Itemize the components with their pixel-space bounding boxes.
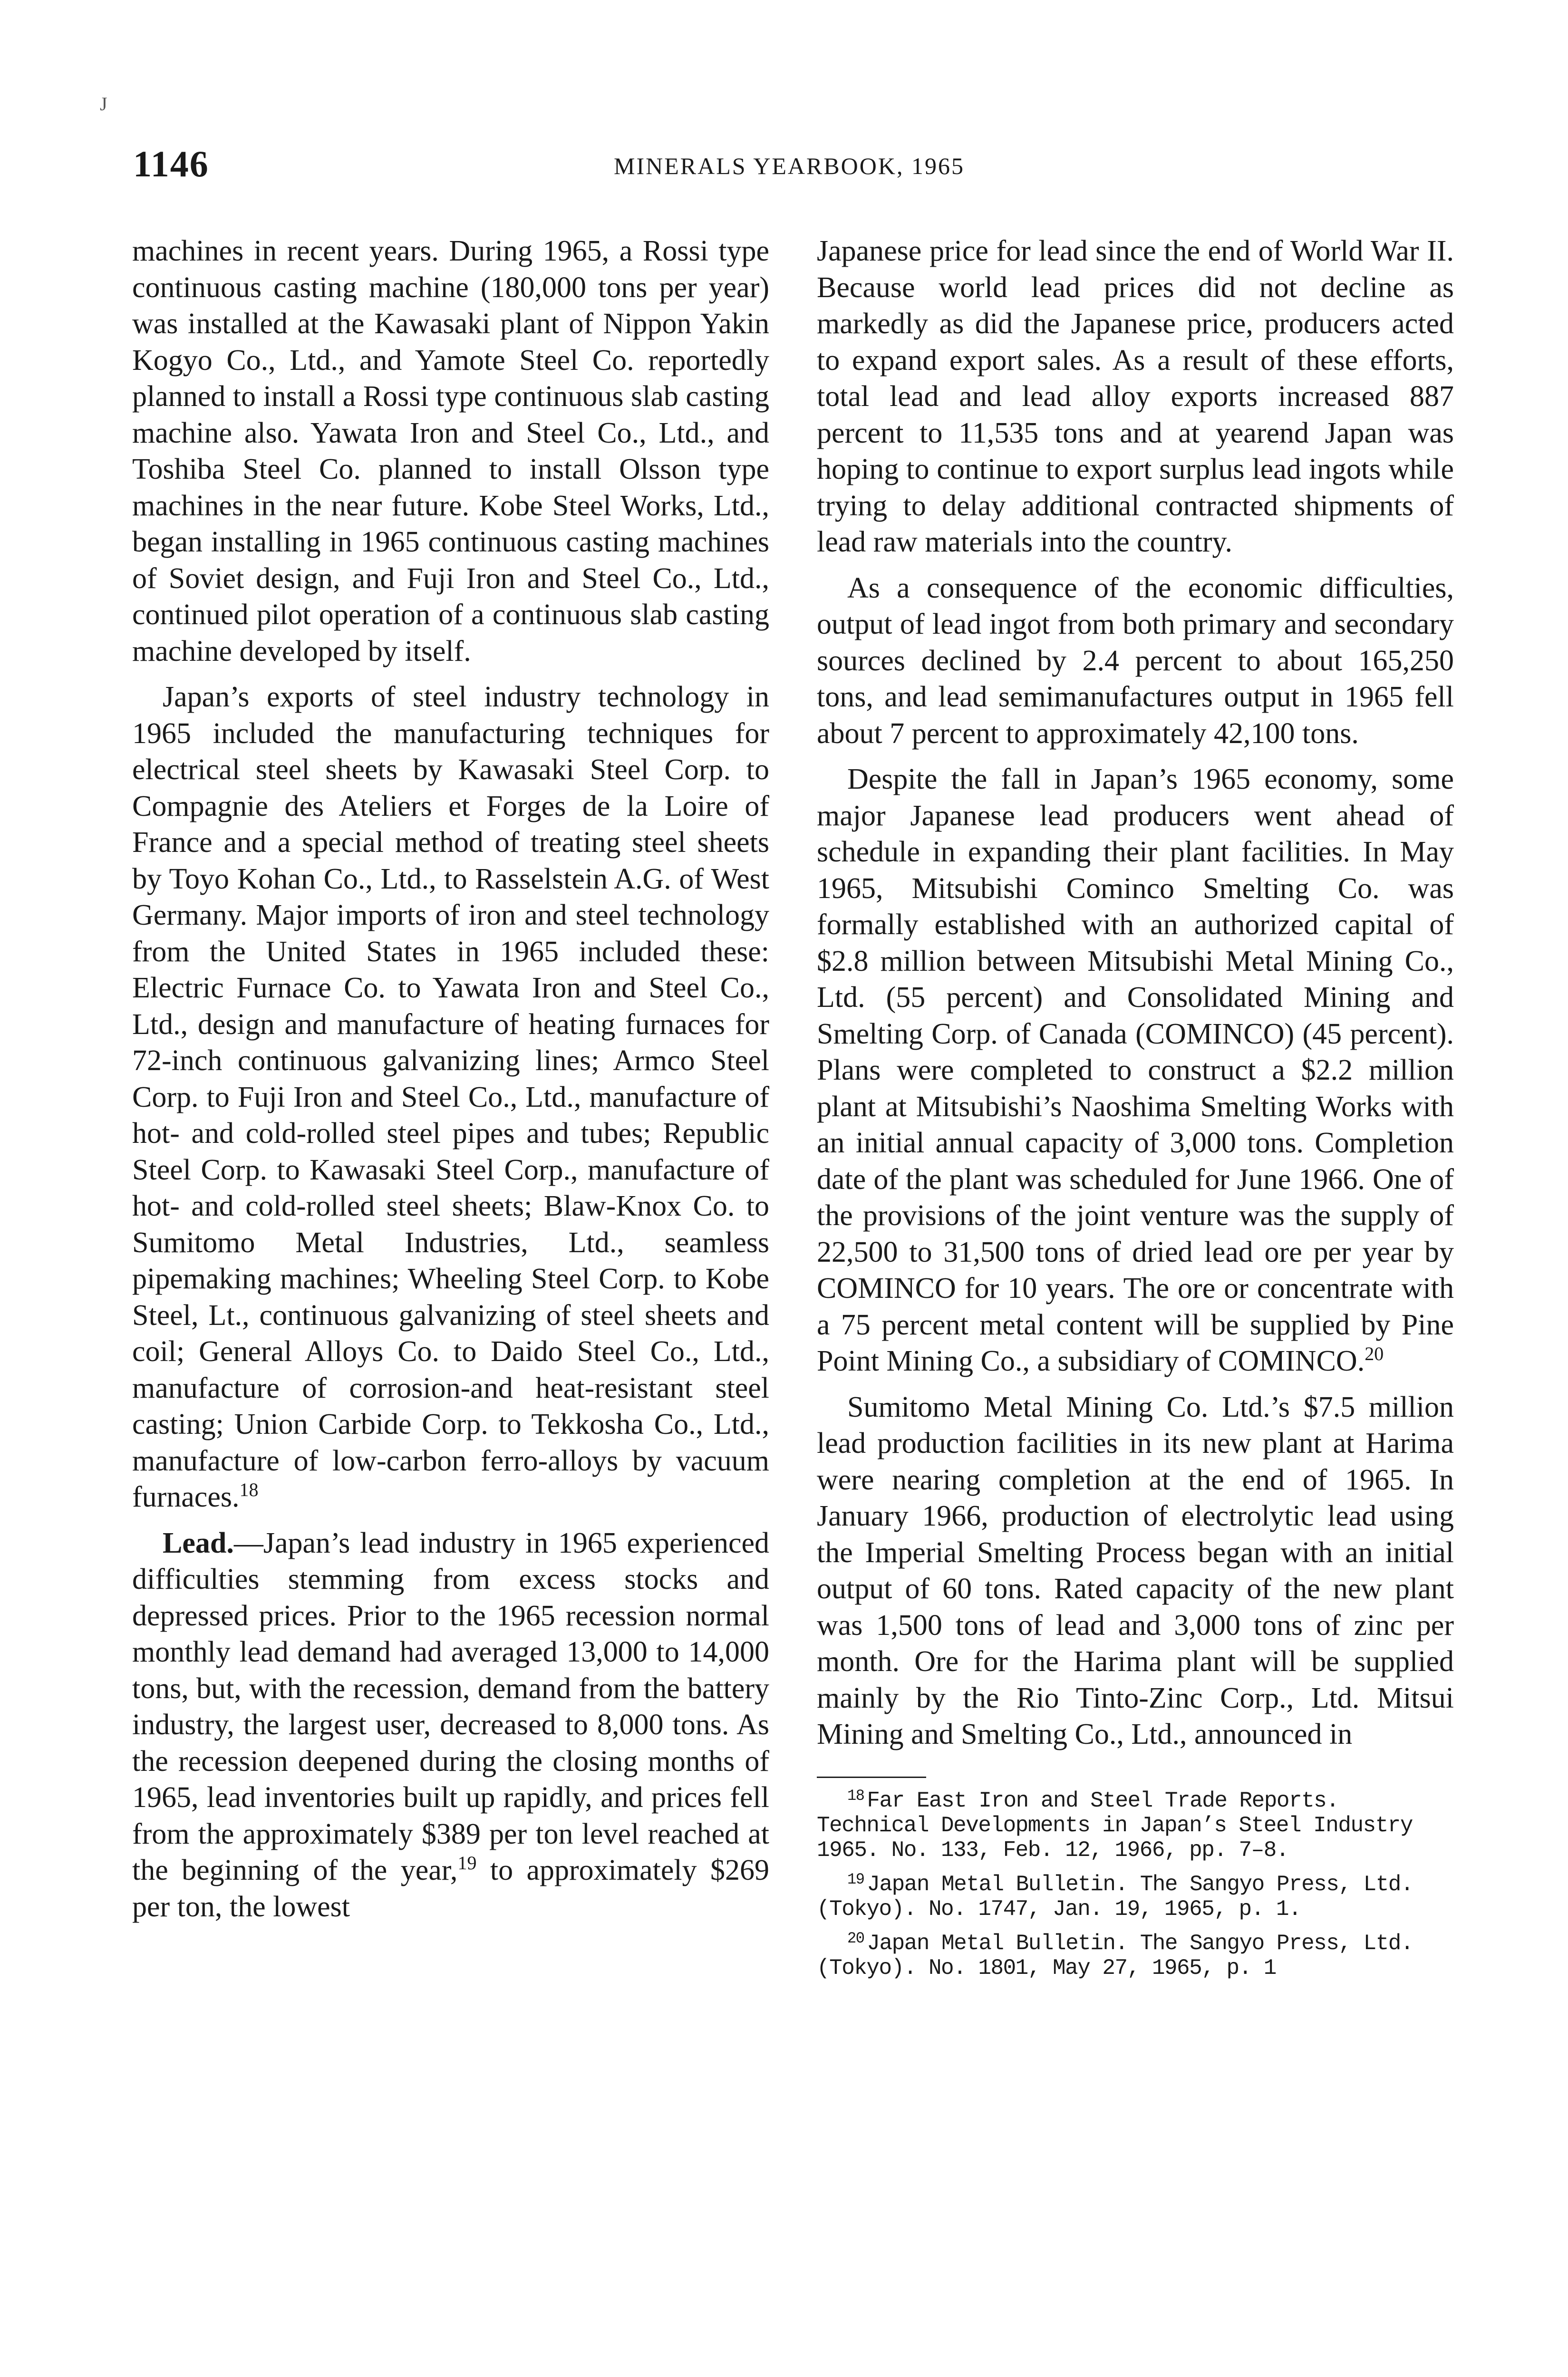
right-column [817,233,1454,1990]
left-column [132,233,769,1934]
footnote-number: 18 [847,1787,864,1805]
paragraph-text: —Japan’s lead industry in 1965 experienced difficulties stemming from excess stocks and depressed prices. Prior to the 1965 recession normal monthly lead demand had averaged 13,000 to 14,000 tons, but, with the recession, demand from the battery industry, the largest user, decreased to 8,000 tons. As the recession deepened during the closing months of 1965, lead inventories built up rapidly, and prices fell from the approximately $389 per ton level reached at the beginning of the year, [132,1527,769,1886]
paragraph-lead-price: Japanese price for lead since the end of World War II. Because world lead prices did not decline as markedly as did the Japanese price, producers acted to expand export sales. As a result of these efforts, total lead and lead alloy exports increased 887 percent to 11,535 tons and at yearend Japan was hoping to continue to export surplus lead ingots while trying to delay additional contracted shipments of lead raw materials into the country. [817,235,1454,558]
footnote-ref-18[interactable]: 18 [239,1479,259,1500]
paragraph-lead [132,1525,769,1925]
running-head: MINERALS YEARBOOK, 1965 [614,153,965,179]
stray-mark: J [100,93,107,115]
page-number: 1146 [133,143,209,184]
paragraph-lead-output: As a consequence of the economic difficulties, output of lead ingot from both primary and secondary sources declined by 2.4 percent to about 165,250 tons, and lead semimanufactures output in 1965 fell about 7 percent to approximately 42,100 tons. [817,571,1454,750]
footnote-ref-19[interactable]: 19 [457,1852,477,1874]
paragraph-sumitomo: Sumitomo Metal Mining Co. Ltd.’s $7.5 million lead production facilities in its new plant at Harima were nearing completion at the end of 1965. In January 1966, production of electrolytic lead using the Imperial Smelting Process began with an initial output of 60 tons. Rated capacity of the new plant was 1,500 tons of lead and 3,000 tons of zinc per month. Ore for the Harima plant will be supplied mainly by the Rio Tinto-Zinc Corp., Ltd. Mitsui Mining and Smelting Co., Ltd., announced in [817,1391,1454,1750]
paragraph-mitsubishi-cominco [817,761,1454,1380]
footnote-text: Japan Metal Bulletin. The Sangyo Press, Ltd. (Tokyo). No. 1747, Jan. 19, 1965, p. 1. [817,1872,1413,1922]
paragraph-text-tail: to approximately $269 per ton, the lowest [132,1854,769,1923]
paragraph-casting-machines: machines in recent years. During 1965, a Rossi type continuous casting machine (180,000 tons per year) was installed at the Kawasaki plant of Nippon Yakin Kogyo Co., Ltd., and Yamote Steel Co. reportedly planned to install a Rossi type continuous slab casting machine also. Yawata Iron and Steel Co., Ltd., and Toshiba Steel Co. planned to install Olsson type machines in the near future. Kobe Steel Works, Ltd., began installing in 1965 continuous casting machines of Soviet design, and Fuji Iron and Steel Co., Ltd., continued pilot operation of a continuous slab casting machine developed by itself. [132,235,769,667]
page-header [133,143,1445,195]
paragraph-text: Despite the fall in Japan’s 1965 economy, some major Japanese lead producers went ahead of schedule in expanding their plant facilities. In May 1965, Mitsubishi Cominco Smelting Co. was formally established with an authorized capital of $2.8 million between Mitsubishi Metal Mining Co., Ltd. (55 percent) and Consolidated Mining and Smelting Corp. of Canada (COMINCO) (45 percent). Plans were completed to construct a $2.2 million plant at Mitsubishi’s Naoshima Smelting Works with an initial annual capacity of 3,000 tons. Completion date of the plant was scheduled for June 1966. One of the provisions of the joint venture was the supply of 22,500 to 31,500 tons of dried lead ore per year by COMINCO for 10 years. The ore or concentrate with a 75 percent metal content will be supplied by Pine Point Mining Co., a subsidiary of COMINCO. [817,763,1454,1377]
footnote-text: Japan Metal Bulletin. The Sangyo Press, Ltd. (Tokyo). No. 1801, May 27, 1965, p. 1 [817,1931,1413,1981]
footnote-number: 19 [847,1870,864,1888]
footnote-19 [817,1872,1454,1922]
footnote-18 [817,1788,1454,1863]
paragraph-text: Japan’s exports of steel industry technology in 1965 included the manufacturing techniques for electrical steel sheets by Kawasaki Steel Corp. to Compagnie des Ateliers et Forges de la Loire of France and a special method of treating steel sheets by Toyo Kohan Co., Ltd., to Rasselstein A.G. of West Germany. Major imports of iron and steel technology from the United States in 1965 included these: Electric Furnace Co. to Yawata Iron and Steel Co., Ltd., design and manufacture of heating furnaces for 72-inch continuous galvanizing lines; Armco Steel Corp. to Fuji Iron and Steel Co., Ltd., manufacture of hot- and cold-rolled steel pipes and tubes; Republic Steel Corp. to Kawasaki Steel Corp., manufacture of hot- and cold-rolled steel sheets; Blaw-Knox Co. to Sumitomo Metal Industries, Ltd., seamless pipemaking machines; Wheeling Steel Corp. to Kobe Steel, Lt., continuous galvanizing of steel sheets and coil; General Alloys Co. to Daido Steel Co., Ltd., manufacture of corrosion-and heat-resistant steel casting; Union Carbide Corp. to Tekkosha Co., Ltd., manufacture of low-carbon ferro-alloys by vacuum furnaces. [132,681,769,1513]
footnotes [817,1788,1454,1981]
section-heading-lead: Lead. [163,1527,234,1559]
footnote-20 [817,1931,1454,1981]
footnote-ref-20[interactable]: 20 [1365,1343,1384,1364]
footnote-divider [817,1777,926,1778]
paragraph-steel-technology [132,679,769,1516]
footnote-number: 20 [847,1929,864,1947]
footnote-text: Far East Iron and Steel Trade Reports. Technical Developments in Japan’s Steel Industry 1965. No. 133, Feb. 12, 1966, pp. 7–8. [817,1788,1413,1863]
